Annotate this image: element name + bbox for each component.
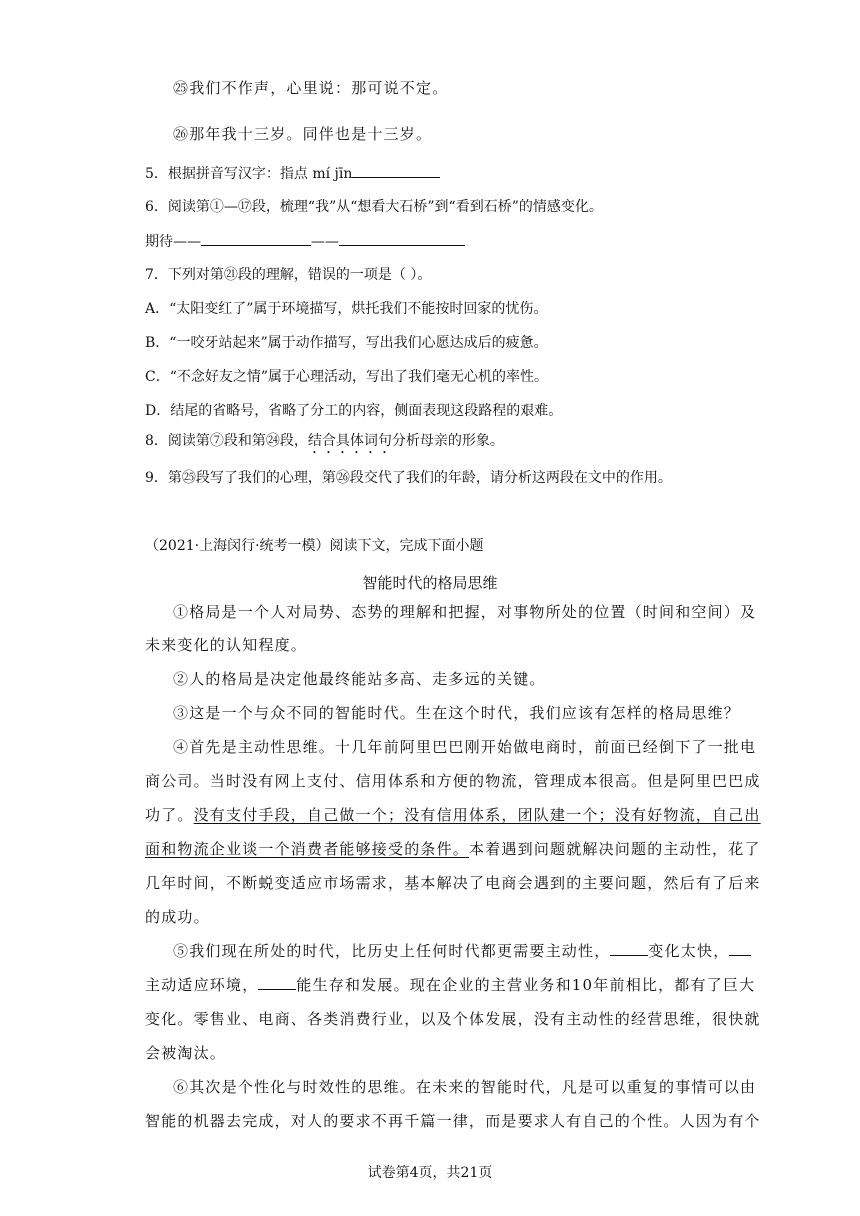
- article-line-9: 几年时间，不断蜕变适应市场需求，基本解决了电商会遇到的主要问题，然后有了后来: [145, 874, 761, 892]
- paragraph-26: ㉖那年我十三岁。同伴也是十三岁。: [173, 125, 433, 143]
- section-source: （2021·上海闵行·统考一模）阅读下文，完成下面小题: [145, 538, 484, 554]
- blank-3[interactable]: [258, 975, 296, 990]
- question-7-option-d[interactable]: D．结尾的省略号，省略了分工的内容，侧面表现这段路程的艰难。: [145, 403, 563, 419]
- article-line-11-a: ⑤我们现在所处的时代，比历史上任何时代都更需要主动性，: [173, 942, 611, 960]
- question-7-option-a[interactable]: A．“太阳变红了”属于环境描写，烘托我们不能按时回家的忧伤。: [145, 301, 548, 317]
- question-5-blank[interactable]: [352, 163, 440, 178]
- question-8-dotted: 结合具体词句: [307, 433, 392, 449]
- underlined-sentence-2: 面和物流企业谈一个消费者能够接受的条件。: [145, 840, 470, 858]
- question-9: 9．第㉕段写了我们的心理，第㉖段交代了我们的年龄，请分析这两段在文中的作用。: [145, 470, 672, 486]
- question-5: [145, 163, 440, 184]
- article-line-5: ④首先是主动性思维。十几年前阿里巴巴刚开始做电商时，前面已经倒下了一批电: [173, 738, 757, 756]
- article-line-15: ⑥其次是个性化与时效性的思维。在未来的智能时代，凡是可以重复的事情可以由: [173, 1078, 757, 1096]
- question-6-blank-2[interactable]: [339, 231, 465, 246]
- article-line-1: ①格局是一个人对局势、态势的理解和把握，对事物所处的位置（时间和空间）及: [173, 603, 757, 621]
- article-line-8-b: 本着遇到问题就解决问题的主动性，花了: [469, 840, 761, 858]
- article-title: 智能时代的格局思维: [362, 574, 498, 592]
- question-6: 6．阅读第①—⑰段，梳理“我”从“想看大石桥”到“看到石桥”的情感变化。: [145, 199, 603, 215]
- article-line-7: [145, 805, 761, 825]
- question-8-text-a: 8．阅读第⑦段和第㉔段，: [145, 433, 308, 449]
- article-line-13: 变化。零售业、电商、各类消费行业，以及个体发展，没有主动性的经营思维，很快就: [145, 1010, 761, 1028]
- question-5-text: 5．根据拼音写汉字：指点 mí jīn: [145, 166, 353, 182]
- article-line-3: ②人的格局是决定他最终能站多高、走多远的关键。: [173, 670, 546, 688]
- blank-2[interactable]: [729, 941, 751, 956]
- question-8: [145, 431, 504, 457]
- article-line-6: 商公司。当时没有网上支付、信用体系和方便的物流，管理成本很高。但是阿里巴巴成: [145, 772, 761, 790]
- article-line-8: [145, 839, 761, 859]
- underlined-sentence-1: 没有支付手段，自己做一个；没有信用体系，团队建一个；没有好物流，自己出: [193, 806, 761, 824]
- question-7-option-c[interactable]: C．“不念好友之情”属于心理活动，写出了我们毫无心机的率性。: [145, 369, 549, 385]
- article-line-11: [173, 941, 751, 961]
- article-line-14: 会被淘汰。: [145, 1044, 227, 1062]
- question-6-fill-prefix: 期待——: [145, 234, 201, 250]
- question-6-fill: [145, 231, 465, 252]
- article-line-12-b: 能生存和发展。现在企业的主营业务和10年前相比，都有了巨大: [296, 976, 756, 994]
- article-line-4: ③这是一个与众不同的智能时代。生在这个时代，我们应该有怎样的格局思维？: [173, 704, 741, 722]
- page-footer: 试卷第4页，共21页: [367, 1165, 493, 1181]
- article-line-12-a: 主动适应环境，: [145, 976, 259, 994]
- question-7-option-b[interactable]: B．“一咬牙站起来”属于动作描写，写出我们心愿达成后的疲惫。: [145, 335, 548, 351]
- article-line-10: 的成功。: [145, 908, 210, 926]
- article-line-11-b: 变化太快，: [648, 942, 730, 960]
- question-7: 7．下列对第㉑段的理解，错误的一项是（ ）。: [145, 267, 432, 283]
- article-line-7-a: 功了。: [145, 806, 194, 824]
- question-8-text-b: 分析母亲的形象。: [391, 433, 504, 449]
- paragraph-25: ㉕我们不作声，心里说：那可说不定。: [173, 79, 449, 97]
- article-line-12: [145, 975, 755, 995]
- article-line-16: 智能的机器去完成，对人的要求不再千篇一律，而是要求人有自己的个性。人因为有个: [145, 1112, 761, 1130]
- question-6-fill-mid: ——: [311, 234, 339, 250]
- question-6-blank-1[interactable]: [201, 231, 311, 246]
- article-line-2: 未来变化的认知程度。: [145, 636, 308, 654]
- blank-1[interactable]: [610, 941, 648, 956]
